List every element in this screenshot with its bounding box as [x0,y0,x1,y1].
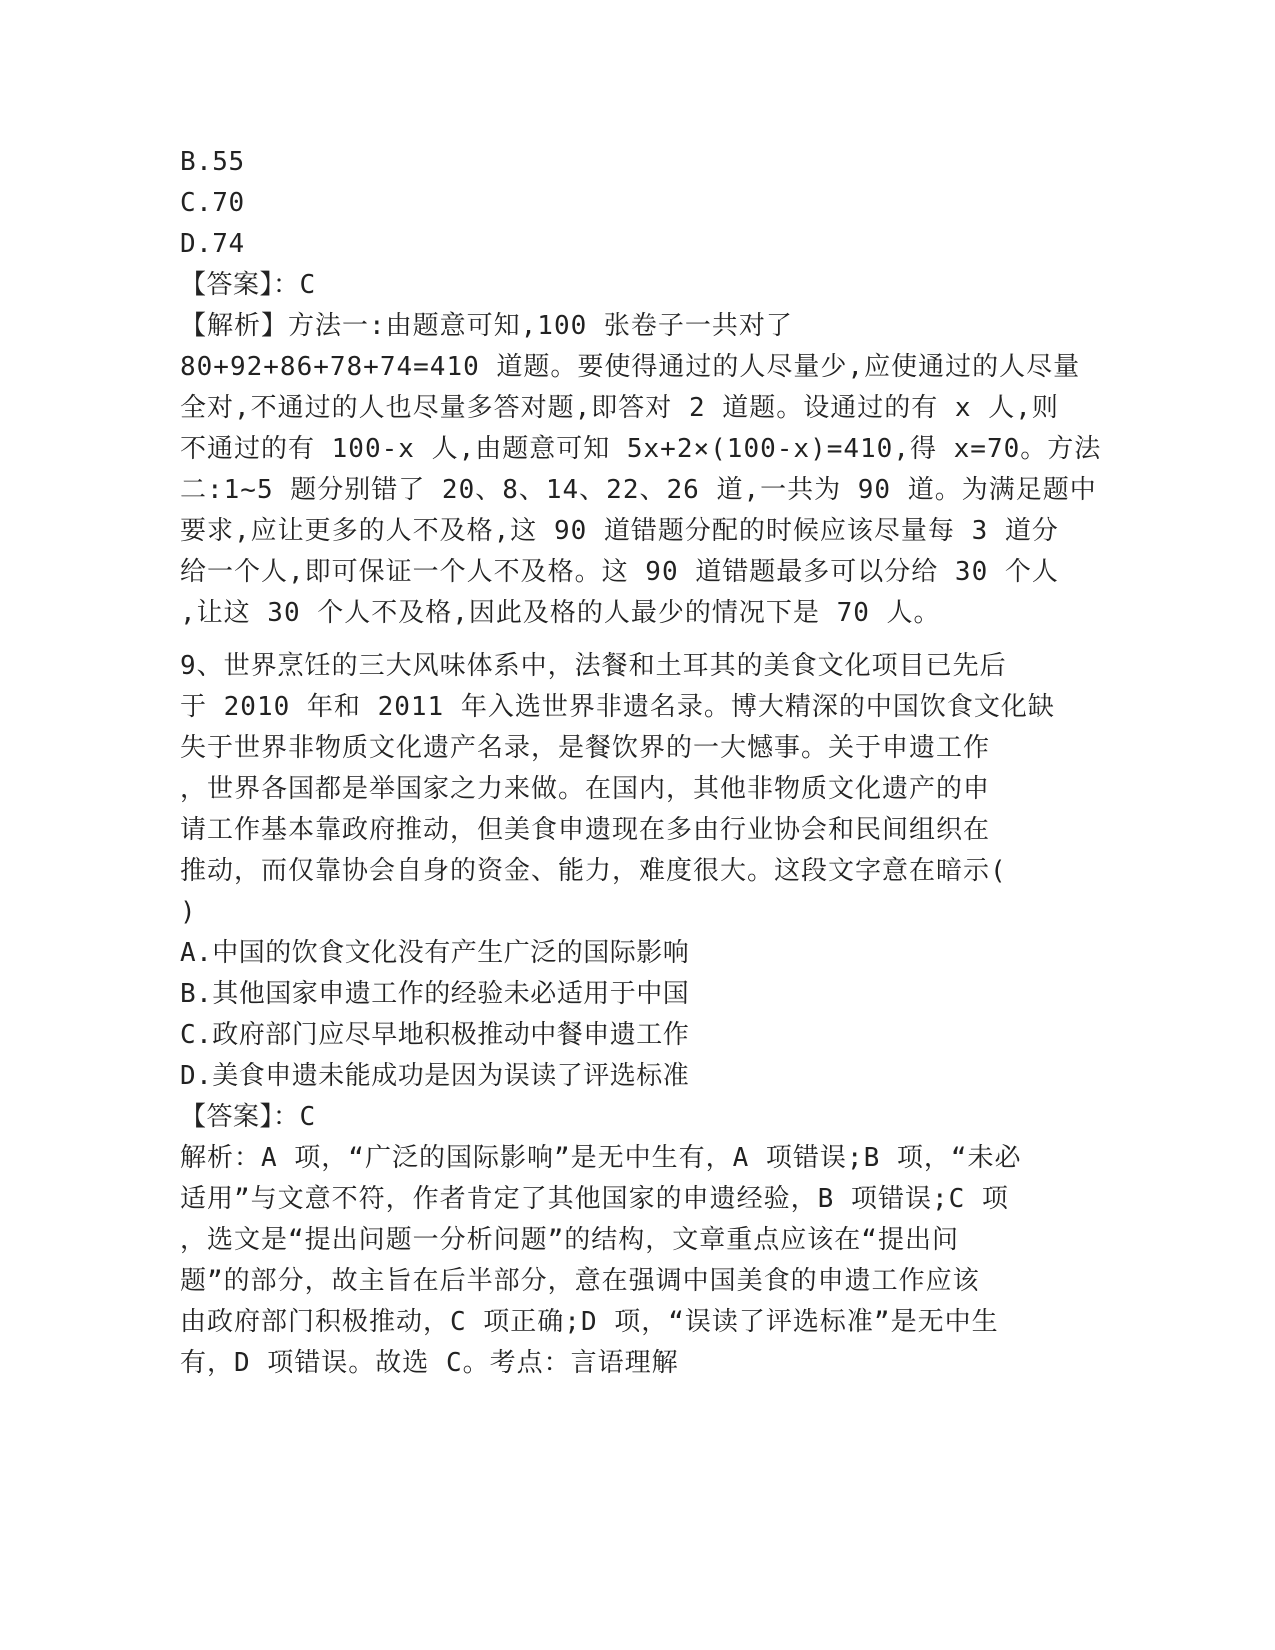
q9-question-line: 失于世界非物质文化遗产名录，是餐饮界的一大憾事。关于申遗工作 [180,733,991,763]
q8-analysis-line: ,让这 30 个人不及格,因此及格的人最少的情况下是 70 人。 [180,598,941,628]
q9-analysis-line: 适用”与文意不符，作者肯定了其他国家的申遗经验，B 项错误;C 项 [180,1184,1009,1214]
q8-option-b: B.55 [180,147,245,177]
q8-answer: 【答案】：C [180,270,316,300]
q9-option-a: A.中国的饮食文化没有产生广泛的国际影响 [180,938,690,968]
q8-analysis-line: 要求,应让更多的人不及格,这 90 道错题分配的时候应该尽量每 3 道分 [180,516,1059,546]
q8-analysis-line: 二:1~5 题分别错了 20、8、14、22、26 道,一共为 90 道。为满足题中 [180,475,1097,505]
q9-analysis-line: 由政府部门积极推动，C 项正确;D 项，“误读了评选标准”是无中生 [180,1307,999,1337]
q9-option-b: B.其他国家申遗工作的经验未必适用于中国 [180,979,690,1009]
q9-analysis [180,1138,1040,1384]
section-gap [180,634,1040,646]
q9-question [180,646,1055,933]
q8-analysis-line: 不通过的有 100-x 人,由题意可知 5x+2×(100-x)=410,得 x=70。方法 [180,434,1102,464]
q8-analysis-line: 80+92+86+78+74=410 道题。要使得通过的人尽量少,应使通过的人尽量 [180,352,1081,382]
q9-question-line: ) [180,897,197,927]
q9-question-line: 推动，而仅靠协会自身的资金、能力，难度很大。这段文字意在暗示( [180,856,1007,886]
q9-answer: 【答案】：C [180,1102,316,1132]
q9-analysis-line: 题”的部分，故主旨在后半部分，意在强调中国美食的申遗工作应该 [180,1266,980,1296]
q9-option-d: D.美食申遗未能成功是因为误读了评选标准 [180,1061,690,1091]
q9-analysis-line: 解析：A 项，“广泛的国际影响”是无中生有，A 项错误;B 项，“未必 [180,1143,1022,1173]
q9-question-line: 请工作基本靠政府推动，但美食申遗现在多由行业协会和民间组织在 [180,815,991,845]
q9-question-line: 9、世界烹饪的三大风味体系中，法餐和土耳其的美食文化项目已先后 [180,651,1007,681]
q8-analysis-line: 给一个人,即可保证一个人不及格。这 90 道错题最多可以分给 30 个人 [180,557,1059,587]
q9-analysis-line: ，选文是“提出问题一分析问题”的结构，文章重点应该在“提出问 [180,1225,959,1255]
q9-analysis-line: 有，D 项错误。故选 C。考点：言语理解 [180,1348,679,1378]
q9-question-line: ，世界各国都是举国家之力来做。在国内，其他非物质文化遗产的申 [180,774,991,804]
q8-analysis-line: 全对,不通过的人也尽量多答对题,即答对 2 道题。设通过的有 x 人,则 [180,393,1059,423]
q8-analysis-line: 【解析】方法一:由题意可知,100 张卷子一共对了 [180,311,793,341]
document-page [180,142,1102,1384]
q8-option-d: D.74 [180,229,245,259]
q9-question-line: 于 2010 年和 2011 年入选世界非遗名录。博大精深的中国饮食文化缺 [180,692,1055,722]
q8-option-c: C.70 [180,188,245,218]
q8-analysis [180,306,1102,634]
q9-option-c: C.政府部门应尽早地积极推动中餐申遗工作 [180,1020,690,1050]
